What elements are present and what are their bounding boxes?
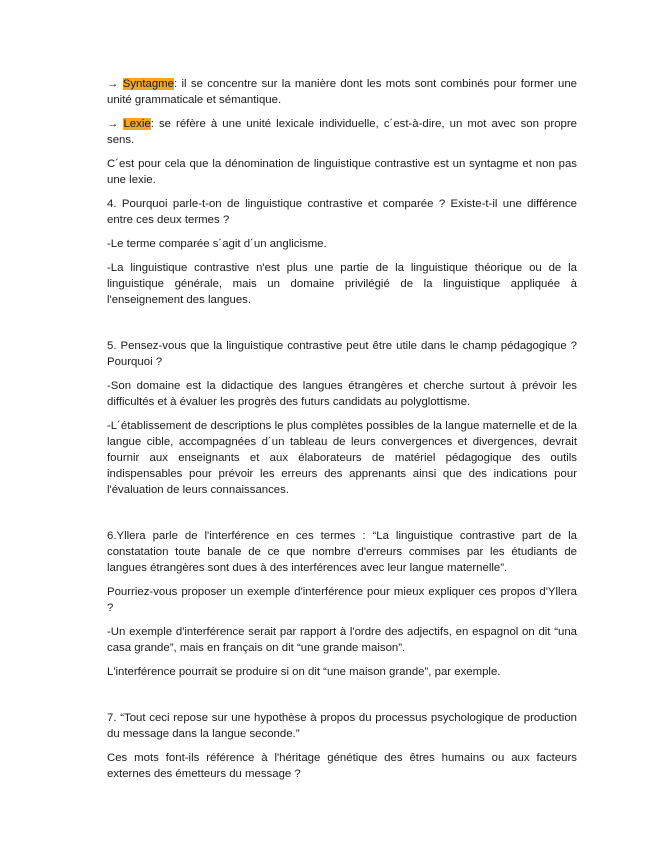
arrow-icon: → xyxy=(107,118,119,130)
syntagme-definition: → Syntagme: il se concentre sur la manière dont les mots sont combinés pour former une unité grammaticale et sémantique. xyxy=(107,78,577,106)
highlighted-term-syntagme: Syntagme xyxy=(122,78,175,90)
question-6b: Pourriez-vous proposer un exemple d'interférence pour mieux expliquer ces propos d'Yllera ? xyxy=(107,586,577,614)
lexie-definition: → Lexie: se réfère à une unité lexicale individuelle, c´est-à-dire, un mot avec son propre sens. xyxy=(107,118,577,146)
answer-5-2: -L´établissement de descriptions le plus complètes possibles de la langue maternelle et de la langue cible, accompagnées d´un tableau de leurs convergences et divergences, devrait fournir aux enseignants et aux élaborateurs de matériel pédagogique des outils indispensables pour prévoir les erreurs des apprenants ainsi que des indications pour l'évaluation de leurs connaissances. xyxy=(107,420,577,496)
highlighted-term-lexie: Lexie xyxy=(123,118,151,130)
paragraph-conclusion: C´est pour cela que la dénomination de linguistique contrastive est un syntagme et non pas une lexie. xyxy=(107,158,577,186)
question-7: 7. “Tout ceci repose sur une hypothèse à propos du processus psychologique de production du message dans la langue seconde.” xyxy=(107,712,577,740)
answer-6-2: L'interférence pourrait se produire si on dit “une maison grande”, par exemple. xyxy=(107,666,501,678)
question-7b: Ces mots font-ils référence à l'héritage génétique des êtres humains ou aux facteurs externes des émetteurs du message ? xyxy=(107,752,577,780)
answer-5-1: -Son domaine est la didactique des langues étrangères et cherche surtout à prévoir les difficultés et à évaluer les progrès des futurs candidats au polyglottisme. xyxy=(107,380,577,408)
arrow-icon: → xyxy=(107,78,119,90)
document-page xyxy=(107,76,577,790)
question-5: 5. Pensez-vous que la linguistique contrastive peut être utile dans le champ pédagogique ? Pourquoi ? xyxy=(107,340,577,368)
answer-4-1: -Le terme comparée s´agit d´un anglicisme. xyxy=(107,238,327,250)
answer-4-2: -La linguistique contrastive n'est plus une partie de la linguistique théorique ou de la linguistique générale, mais un domaine privilégié de la linguistique appliquée à l'enseignement des langues. xyxy=(107,262,577,306)
question-4: 4. Pourquoi parle-t-on de linguistique contrastive et comparée ? Existe-t-il une différence entre ces deux termes ? xyxy=(107,198,577,226)
answer-6-1: -Un exemple d'interférence serait par rapport à l'ordre des adjectifs, en espagnol on dit “una casa grande”, mais en français on dit “une grande maison”. xyxy=(107,626,577,654)
question-6: 6.Yllera parle de l'interférence en ces termes : “La linguistique contrastive part de la constatation toute banale de ce que nombre d'erreurs commises par les étudiants de langues étrangères sont dues à des interférences avec leur langue maternelle”. xyxy=(107,530,577,574)
